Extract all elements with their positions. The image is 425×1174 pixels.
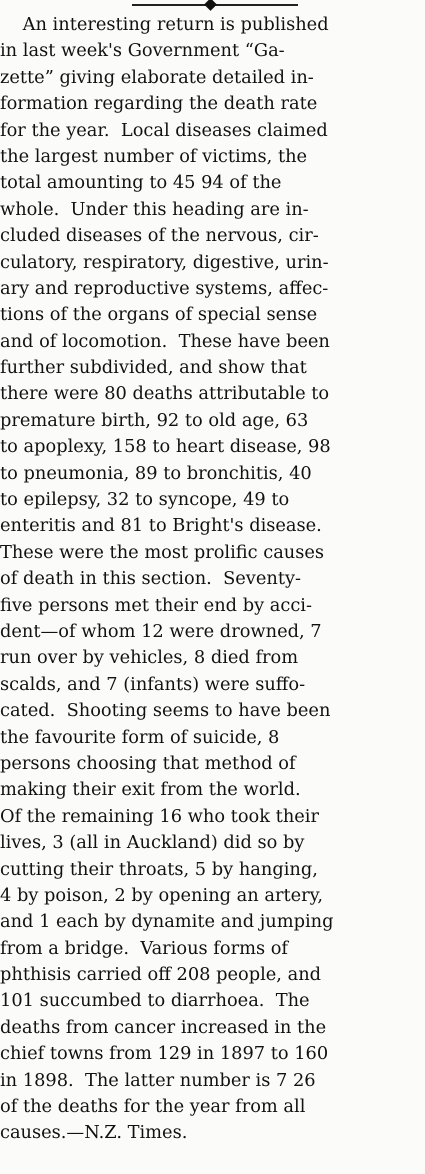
article-line: the largest number of victims, the [0, 145, 308, 167]
article-line: scalds, and 7 (infants) were suffo- [0, 673, 306, 695]
article-line: and 1 each by dynamite and jumping [0, 911, 334, 933]
article-line: lives, 3 (all in Auckland) did so by [0, 832, 305, 854]
article-line: Of the remaining 16 who took their [0, 805, 319, 827]
article-line: to pneumonia, 89 to bronchitis, 40 [0, 462, 312, 484]
article-line: zette” giving elaborate detailed in- [0, 66, 314, 88]
article-body [0, 12, 425, 1147]
article-line: to epilepsy, 32 to syncope, 49 to [0, 489, 290, 511]
article-line: dent—of whom 12 were drowned, 7 [0, 620, 322, 642]
article-line: for the year. Local diseases claimed [0, 119, 328, 141]
article-line: run over by vehicles, 8 died from [0, 647, 299, 669]
article-line: to apoplexy, 158 to heart disease, 98 [0, 436, 331, 458]
article-line: phthisis carried off 208 people, and [0, 964, 322, 986]
article-line: ary and reproductive systems, affec- [0, 277, 329, 299]
article-line: persons choosing that method of [0, 752, 296, 774]
article-line: of death in this section. Seventy- [0, 568, 302, 590]
article-line: 101 succumbed to diarrhoea. The [0, 990, 310, 1012]
article-line: enteritis and 81 to Bright's disease. [0, 515, 322, 537]
article-line: in 1898. The latter number is 7 26 [0, 1069, 316, 1091]
article-line: tions of the organs of special sense [0, 304, 318, 326]
article-line: the favourite form of suicide, 8 [0, 726, 280, 748]
article-line: and of locomotion. These have been [0, 330, 330, 352]
article-line: 4 by poison, 2 by opening an artery, [0, 884, 323, 906]
article-line: premature birth, 92 to old age, 63 [0, 409, 309, 431]
article-line: from a bridge. Various forms of [0, 937, 289, 959]
article-line: culatory, respiratory, digestive, urin- [0, 251, 329, 273]
article-line: chief towns from 129 in 1897 to 160 [0, 1043, 329, 1065]
article-line: making their exit from the world. [0, 779, 301, 801]
article-line: in last week's Government “Ga- [0, 40, 285, 62]
article-line: formation regarding the death rate [0, 93, 318, 115]
article-line: of the deaths for the year from all [0, 1096, 306, 1118]
article-line: cluded diseases of the nervous, cir- [0, 225, 319, 247]
article-line: An interesting return is published [0, 14, 329, 35]
article-line: there were 80 deaths attributable to [0, 383, 330, 405]
article-line: cutting their throats, 5 by hanging, [0, 858, 318, 880]
article-line: further subdivided, and show that [0, 357, 307, 379]
article-line: causes.—N.Z. Times. [0, 1122, 188, 1144]
diamond-ornament-icon [204, 0, 217, 11]
article-line: These were the most prolific causes [0, 541, 325, 563]
article-line: whole. Under this heading are in- [0, 198, 309, 220]
article-line: deaths from cancer increased in the [0, 1016, 327, 1038]
article-line: total amounting to 45 94 of the [0, 172, 282, 194]
article-line: five persons met their end by acci- [0, 594, 312, 616]
article-line: cated. Shooting seems to have been [0, 700, 331, 722]
